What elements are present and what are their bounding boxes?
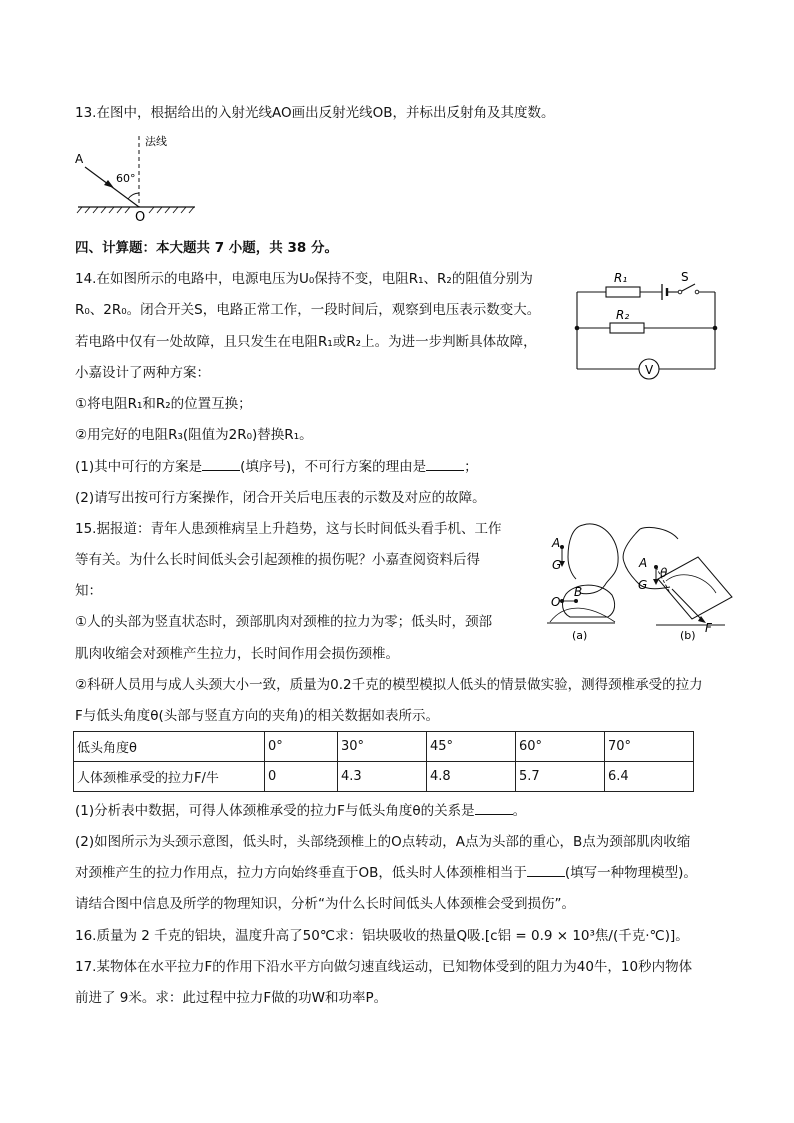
q13-reflection-figure [70, 130, 200, 225]
table-cell: 30° [338, 732, 427, 762]
q17-line1: 17.某物体在水平拉力F的作用下沿水平方向做匀速直线运动，已知物体受到的阻力为40牛，10秒内物体 [75, 959, 693, 975]
q15-sub2-d: 请结合图中信息及所学的物理知识，分析“为什么长时间低头人体颈椎会受到损伤”。 [75, 896, 575, 912]
q15-sub2-b [75, 864, 697, 882]
table-row [74, 732, 694, 762]
table-cell: 45° [427, 732, 516, 762]
q17-line2: 前进了 9米。求：此过程中拉力F做的功W和功率P。 [75, 990, 388, 1006]
q14-sub1 [75, 458, 478, 476]
table-cell: 70° [605, 732, 694, 762]
table-cell: 0 [265, 762, 338, 792]
q15-line3: 知： [75, 583, 102, 599]
q15-sub2-end: (填写一种物理模型)。 [564, 865, 697, 881]
q15-fig-b-point-a: A [639, 556, 648, 570]
q15-line1: 15.据报道：青年人患颈椎病呈上升趋势，这与长时间低头看手机、工作 [75, 521, 502, 537]
q15-sub1 [75, 802, 526, 820]
q13-angle-label: 60° [116, 172, 136, 185]
q13-normal-label: 法线 [145, 135, 167, 148]
q14-circuit-voltmeter-label: V [645, 363, 654, 377]
q14-option1: ①将电阻R₁和R₂的位置互换； [75, 396, 252, 412]
q14-circuit-r1-label: R₁ [614, 271, 628, 285]
q14-sub2: (2)请写出按可行方案操作，闭合开关后电压表的示数及对应的故障。 [75, 490, 486, 506]
q15-answer-blank-2[interactable] [527, 864, 565, 877]
q14-circuit-switch-label: S [681, 270, 689, 284]
q15-sub1-text: (1)分析表中数据，可得人体颈椎承受的拉力F与低头角度θ的关系是 [75, 803, 475, 819]
table-row [74, 762, 694, 792]
q14-circuit-r2-label: R₂ [616, 308, 630, 322]
section4-heading: 四、计算题：本大题共 7 小题，共 38 分。 [75, 240, 338, 256]
q14-line4: 小嘉设计了两种方案： [75, 365, 210, 381]
q13-text: 13.在图中，根据给出的入射光线AO画出反射光线OB，并标出反射角及其度数。 [75, 105, 555, 121]
q15-fig-a-point-b: B [574, 585, 583, 599]
table-cell: 5.7 [516, 762, 605, 792]
table-cell: 4.3 [338, 762, 427, 792]
q15-fact2-b: F与低头角度θ(头部与竖直方向的夹角)的相关数据如表所示。 [75, 708, 440, 724]
q14-option2: ②用完好的电阻R₃(阻值为2R₀)替换R₁。 [75, 427, 313, 443]
table-cell: 0° [265, 732, 338, 762]
q15-data-table [73, 731, 694, 792]
q15-fig-a-point-a: A [552, 536, 561, 550]
q15-fig-b-point-g: G [638, 578, 648, 592]
q13-point-a: A [75, 152, 84, 166]
q14-answer-blank-1[interactable] [202, 458, 240, 471]
q14-sub1-end: ； [464, 459, 478, 475]
q16-text: 16.质量为 2 千克的铝块，温度升高了50℃求：铝块吸收的热量Q吸.[c铝 = 0.9 × 10³焦/(千克·℃)]。 [75, 928, 689, 944]
q15-fig-b-label: (b) [680, 629, 696, 642]
q15-head-neck-figure [520, 517, 760, 647]
q15-sub1-end: 。 [512, 803, 527, 819]
q13-point-o: O [135, 210, 146, 225]
table-cell: 4.8 [427, 762, 516, 792]
q14-sub1-prefix: (1)其中可行的方案是 [75, 459, 203, 475]
q15-fig-b-force-f: F [705, 621, 712, 635]
table-cell: 60° [516, 732, 605, 762]
q15-sub2-text: 对颈椎产生的拉力作用点，拉力方向始终垂直于OB，低头时人体颈椎相当于 [75, 865, 527, 881]
table-header-force: 人体颈椎承受的拉力F/牛 [74, 762, 265, 792]
q15-fact1-b: 肌肉收缩会对颈椎产生拉力，长时间作用会损伤颈椎。 [75, 646, 399, 662]
q14-line3: 若电路中仅有一处故障，且只发生在电阻R₁或R₂上。为进一步判断具体故障， [75, 334, 537, 350]
q15-fig-b-theta: θ [660, 566, 668, 580]
q14-line2: R₀、2R₀。闭合开关S，电路正常工作，一段时间后，观察到电压表示数变大。 [75, 302, 541, 318]
q14-sub1-mid: (填序号)，不可行方案的理由是 [240, 459, 427, 475]
table-header-angle: 低头角度θ [74, 732, 265, 762]
table-cell: 6.4 [605, 762, 694, 792]
q14-answer-blank-2[interactable] [426, 458, 464, 471]
q15-line2: 等有关。为什么长时间低头会引起颈椎的损伤呢？小嘉查阅资料后得 [75, 552, 480, 568]
q14-line1: 14.在如图所示的电路中，电源电压为U₀保持不变，电阻R₁、R₂的阻值分别为 [75, 271, 533, 287]
q15-fig-a-point-o: O [551, 595, 561, 609]
q15-answer-blank-1[interactable] [475, 802, 513, 815]
q15-fig-a-label: (a) [572, 629, 588, 642]
q15-fact1-a: ①人的头部为竖直状态时，颈部肌肉对颈椎的拉力为零；低头时，颈部 [75, 614, 493, 630]
q14-circuit-diagram [570, 268, 720, 378]
q15-fact2-a: ②科研人员用与成人头颈大小一致，质量为0.2千克的模型模拟人低头的情景做实验，测得颈椎承受的拉力 [75, 677, 703, 693]
q15-fig-a-point-g: G [552, 558, 562, 572]
q15-sub2-a: (2)如图所示为头颈示意图，低头时，头部绕颈椎上的O点转动，A点为头部的重心，B点为颈部肌肉收缩 [75, 834, 691, 850]
